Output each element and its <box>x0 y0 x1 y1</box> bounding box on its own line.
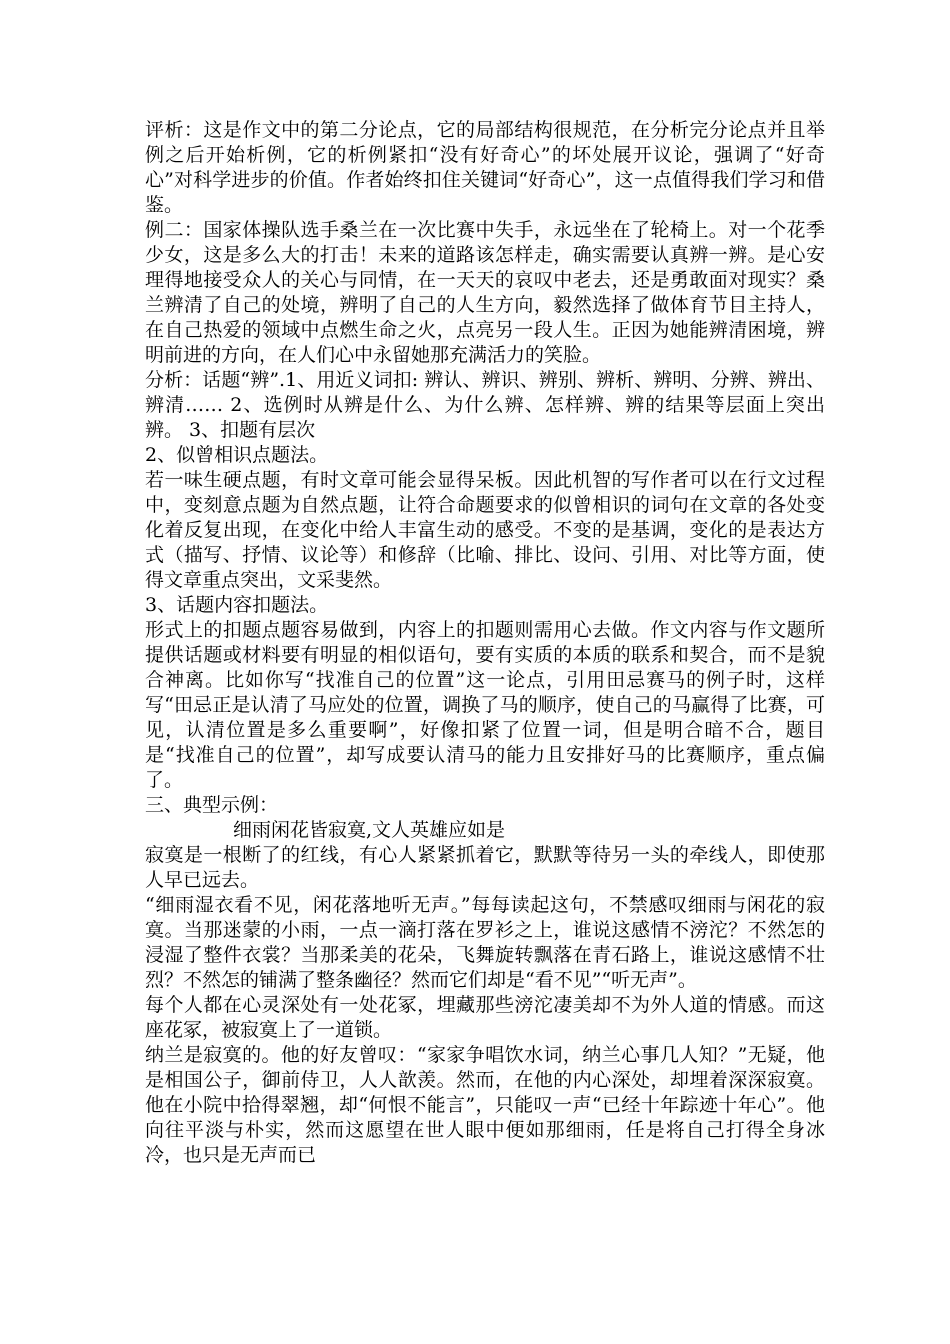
section-heading-examples: 三、典型示例： <box>145 794 279 816</box>
paragraph-method-2: 若一味生硬点题，有时文章可能会显得呆板。因此机智的写作者可以在行文过程中，变刻意点题为自然点题，让符合命题要求的似曾相识的词句在文章的各处变化着反复出现，在变化中给人丰富生动的感受。不变的是基调，变化的是表达方式（描写、抒情、议论等）和修辞（比喻、排比、设问、引用、对比等方面，使得文章重点突出，文采斐然。 <box>145 469 825 591</box>
paragraph-commentary: 评析：这是作文中的第二分论点，它的局部结构很规范，在分析完分论点并且举例之后开始析例，它的析例紧扣“没有好奇心”的坏处展开议论，强调了“好奇心”对科学进步的价值。作者始终扣住关键词“好奇心”，这一点值得我们学习和借鉴。 <box>145 119 825 216</box>
document-body <box>145 118 825 1168</box>
paragraph-example-two: 例二：国家体操队选手桑兰在一次比赛中失手，永远坐在了轮椅上。对一个花季少女，这是多么大的打击！未来的道路该怎样走，确实需要认真辨一辨。是心安理得地接受众人的关心与同情，在一天天的哀叹中老去，还是勇敢面对现实？桑兰辨清了自己的处境，辨明了自己的人生方向，毅然选择了做体育节目主持人，在自己热爱的领域中点燃生命之火，点亮另一段人生。正因为她能辨清困境，辨明前进的方向，在人们心中永留她那充满活力的笑脸。 <box>145 219 825 366</box>
essay-paragraph-3: 每个人都在心灵深处有一处花冢，埋藏那些滂沱凄美却不为外人道的情感。而这座花冢，被寂寞上了一道锁。 <box>145 994 825 1041</box>
essay-title: 细雨闲花皆寂寞,文人英雄应如是 <box>233 819 506 841</box>
section-heading-3: 3、话题内容扣题法。 <box>145 594 329 616</box>
essay-paragraph-2: “细雨湿衣看不见，闲花落地听无声。”每每读起这句，不禁感叹细雨与闲花的寂寞。当那迷蒙的小雨，一点一滴打落在罗衫之上，谁说这感情不滂沱？不然怎的浸湿了整件衣裳？当那柔美的花朵，飞舞旋转飘落在青石路上，谁说这感情不壮烈？不然怎的铺满了整条幽径？然而它们却是“看不见”“听无声”。 <box>145 894 825 991</box>
essay-paragraph-1: 寂寞是一根断了的红线，有心人紧紧抓着它，默默等待另一头的牵线人，即使那人早已远去。 <box>145 844 825 891</box>
paragraph-method-3: 形式上的扣题点题容易做到，内容上的扣题则需用心去做。作文内容与作文题所提供话题或材料要有明显的相似语句，要有实质的本质的联系和契合，而不是貌合神离。比如你写“找准自己的位置”这一论点，引用田忌赛马的例子时，这样写“田忌正是认清了马应处的位置，调换了马的顺序，使自己的马赢得了比赛，可见，认清位置是多么重要啊”，好像扣紧了位置一词，但是明合暗不合，题目是“找准自己的位置”，却写成要认清马的能力且安排好马的比赛顺序，重点偏了。 <box>145 619 825 791</box>
section-heading-2: 2、似曾相识点题法。 <box>145 444 329 466</box>
paragraph-analysis: 分析：话题“辨”.1、用近义词扣: 辨认、辨识、辨别、辨析、辨明、分辨、辨出、辨清…… 2、选例时从辨是什么、为什么辨、怎样辨、辨的结果等层面上突出辨。 3、扣题有层次 <box>145 369 825 441</box>
essay-paragraph-4: 纳兰是寂寞的。他的好友曾叹：“家家争唱饮水词，纳兰心事几人知？”无疑，他是相国公子，御前侍卫，人人歆羡。然而，在他的内心深处，却埋着深深寂寞。他在小院中拾得翠翘，却“何恨不能言”，只能叹一声“已经十年踪迹十年心”。他向往平淡与朴实，然而这愿望在世人眼中便如那细雨，任是将自己打得全身冰冷，也只是无声而已 <box>145 1044 825 1166</box>
